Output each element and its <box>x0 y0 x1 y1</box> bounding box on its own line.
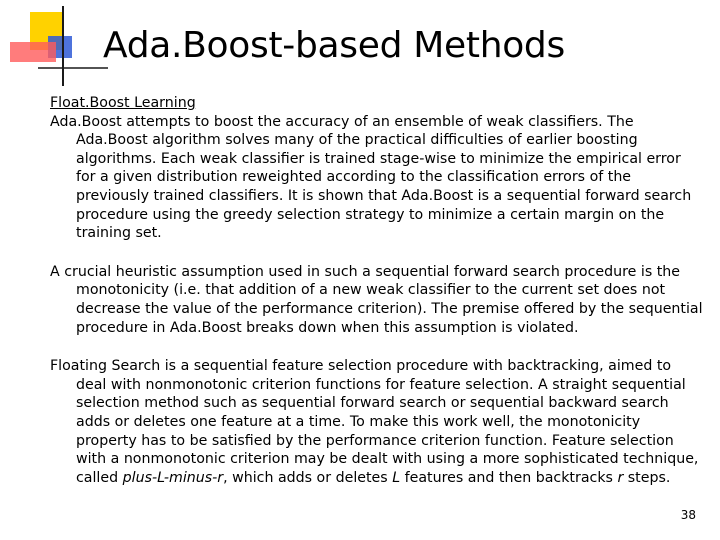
slide-content <box>50 94 704 507</box>
emphasis-r: r <box>617 469 624 486</box>
paragraph-adaboost: Ada.Boost attempts to boost the accuracy of an ensemble of weak classifiers. The Ada.Boost algorithm solves many of the practical difficulties of earlier boosting algorithms. Each weak classifier is trained stage-wise to minimize the empirical error for a given distribution reweighted according to the classification errors of the previously trained classifiers. It is shown that Ada.Boost is a sequential forward search procedure using the greedy selection strategy to minimize a certain margin on the training set. <box>50 113 692 242</box>
paragraph-text: , which adds or deletes <box>223 469 393 486</box>
paragraph-text: Floating Search is a sequential feature selection procedure with backtracking, aimed to deal with nonmonotonic criterion functions for feature selection. A straight sequential selection method such as sequential forward search or sequential backward search adds or deletes one feature at a time. To make this work well, the monotonicity property has to be satisfied by the performance criterion function. Feature selection with a nonmonotonic criterion may be dealt with using a more sophisticated technique, called <box>50 358 699 486</box>
emphasis-plus-l-minus-r: plus-L-minus-r <box>122 469 224 486</box>
logo-red-bar <box>10 42 56 62</box>
paragraph-text: features and then backtracks <box>400 469 618 486</box>
logo-graphic <box>0 0 110 100</box>
paragraph-floating-search <box>50 357 704 487</box>
slide-title: Ada.Boost-based Methods <box>103 25 565 66</box>
emphasis-l: L <box>392 469 401 486</box>
paragraph-monotonicity: A crucial heuristic assumption used in such a sequential forward search procedure is the monotonicity (i.e. that addition of a new weak classifier to the current set does not decrease the value of the performance criterion). The premise offered by the sequential procedure in Ada.Boost breaks down when this assumption is violated. <box>50 263 703 336</box>
page-number: 38 <box>680 508 696 522</box>
paragraph-text: steps. <box>623 469 671 486</box>
section-heading: Float.Boost Learning <box>50 95 196 111</box>
